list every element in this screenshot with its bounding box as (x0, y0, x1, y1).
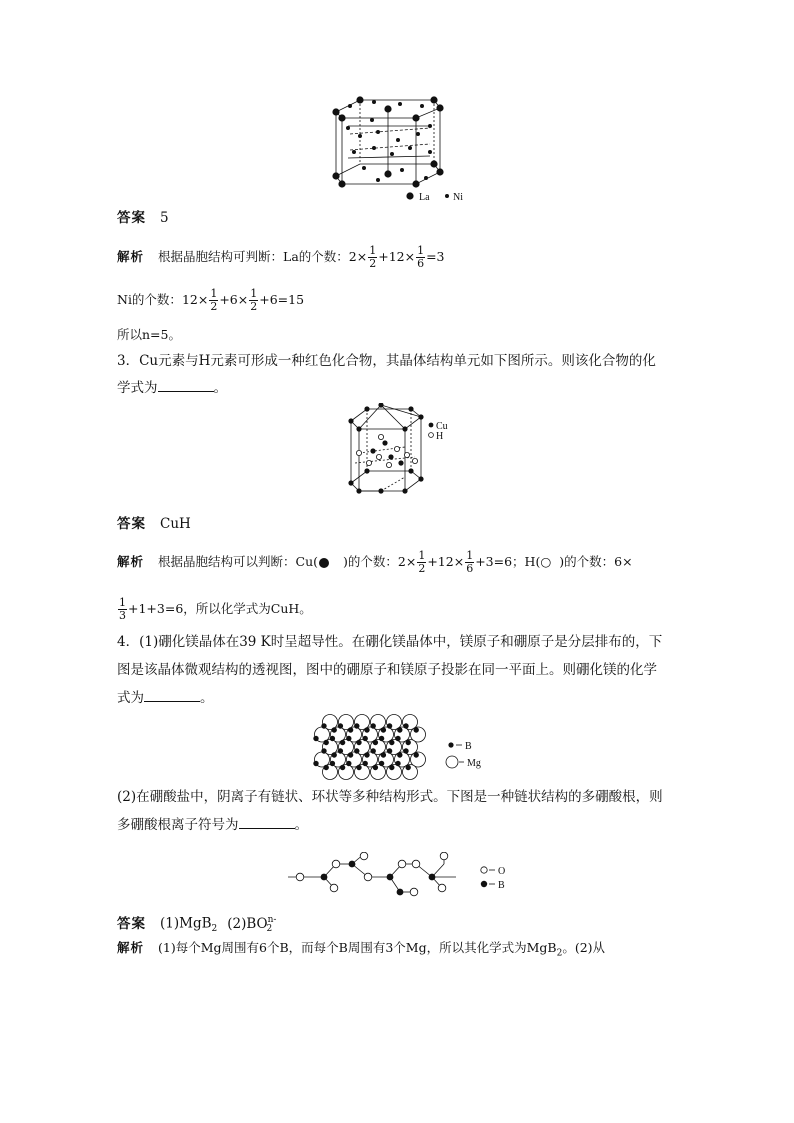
b-atom (379, 761, 384, 766)
la-ni-crystal-figure (330, 96, 490, 201)
b-atom (363, 736, 368, 741)
q3-analysis-line2: $\frac{1}{3}$ +1+3=6，所以化学式为CuH。 (119, 596, 312, 622)
legend-ni: Ni (453, 192, 463, 201)
legend-o: O (498, 866, 506, 877)
answer-label: 答案 (117, 516, 146, 532)
b-atom (373, 740, 378, 745)
b-atom (389, 765, 394, 770)
b-atom (340, 740, 345, 745)
b-atom (338, 723, 343, 728)
b-atom (330, 736, 335, 741)
fraction: $\frac{1}{2}$ (418, 549, 426, 575)
b-atom (406, 740, 411, 745)
q3-analysis-line1: 解析 根据晶胞结构可以判断：Cu( )的个数：2× $\frac{1}{2}$ +12× $\frac{1}{6}$ +3=6；H(○ )的个数：6× (117, 549, 633, 575)
analysis-label: 解析 (117, 554, 145, 569)
b-atom (371, 723, 376, 728)
b-atom (414, 752, 419, 757)
b-atom (363, 761, 368, 766)
q4-stem-line1: 4．(1)硼化镁晶体在39 K时呈超导性。在硼化镁晶体中，镁原子和硼原子是分层排布的，下 (117, 634, 663, 650)
b-atom (348, 752, 353, 757)
fraction: $\frac{1}{6}$ (417, 244, 425, 270)
answer-value: 5 (160, 210, 169, 226)
fraction: $\frac{1}{3}$ (119, 596, 126, 622)
b-atom (395, 736, 400, 741)
b-atom (406, 765, 411, 770)
answer-label: 答案 (117, 915, 146, 932)
q4-stem-line3: 式为 。 (117, 690, 214, 706)
b-atom (354, 723, 359, 728)
b-atom (397, 752, 402, 757)
q4-part2-line1: (2)在硼酸盐中，阴离子有链状、环状等多种结构形式。下图是一种链状结构的多硼酸根，则 (117, 789, 663, 805)
fraction: $\frac{1}{2}$ (250, 287, 258, 313)
q4-stem-line2: 图是该晶体微观结构的透视图，图中的硼原子和镁原子投影在同一平面上。则硼化镁的化学 (117, 662, 657, 678)
b-atom (389, 740, 394, 745)
fraction: $\frac{1}{6}$ (466, 549, 474, 575)
b-atom (332, 727, 337, 732)
q2-conclusion: 所以n=5。 (117, 327, 181, 342)
b-atom (348, 727, 353, 732)
answer-label: 答案 (117, 210, 146, 226)
b-atom (313, 761, 318, 766)
cuh-crystal-figure (345, 403, 455, 508)
b-atom (379, 736, 384, 741)
b-atom (371, 748, 376, 753)
q2-analysis-line: 解析 根据晶胞结构可判断：La的个数：2× $\frac{1}{2}$ +12× $\frac{1}{6}$ =3 (117, 244, 445, 270)
b-atom (324, 740, 329, 745)
b-atom (364, 752, 369, 757)
b-atom (321, 723, 326, 728)
b-atom (373, 765, 378, 770)
b-atom (330, 761, 335, 766)
q2-ni-count-line: Ni的个数：12× $\frac{1}{2}$ +6× $\frac{1}{2}$ +6=15 (117, 287, 305, 313)
b-atom (324, 765, 329, 770)
b-atom (321, 748, 326, 753)
b-atom (340, 765, 345, 770)
b-atom (332, 752, 337, 757)
h-glyph-icon: ○ (540, 554, 552, 569)
answer-blank (158, 379, 214, 392)
b-atom (354, 748, 359, 753)
answer-blank (239, 816, 295, 829)
fraction: $\frac{1}{2}$ (369, 244, 377, 270)
q4-answer-line: 答案 (1)MgB$_2$ $(2)BO^{n-}_2$ (117, 915, 277, 935)
h-atoms (356, 434, 417, 467)
q3-answer-line (117, 514, 191, 534)
b-atom (346, 736, 351, 741)
b-atom (313, 736, 318, 741)
q4-part2-line2: 多硼酸根离子符号为 。 (117, 817, 308, 833)
cu-glyph-icon (319, 558, 329, 568)
q3-stem-line1: 3．Cu元素与H元素可形成一种红色化合物，其晶体结构单元如下图所示。则该化合物的化 (117, 353, 656, 369)
b-atom (338, 748, 343, 753)
legend-la: La (419, 192, 430, 201)
b-atom (403, 748, 408, 753)
b-atom (403, 723, 408, 728)
answer-blank (144, 689, 200, 702)
analysis-label: 解析 (117, 940, 145, 955)
q4-analysis-line: 解析 (1)每个Mg周围有6个B，而每个B周围有3个Mg，所以其化学式为MgB$_2$。(2)从 (117, 940, 606, 959)
b-atom (356, 765, 361, 770)
b-atom (381, 727, 386, 732)
polyborate-chain-figure (284, 852, 524, 902)
q2-answer-line (117, 208, 169, 228)
b-atom (414, 727, 419, 732)
legend-cu: Cu (436, 421, 448, 432)
b-atom (356, 740, 361, 745)
b-atom (381, 752, 386, 757)
cu-atoms (348, 403, 423, 494)
mgb2-structure-figure (312, 714, 502, 780)
b-atom (397, 727, 402, 732)
b-atom (364, 727, 369, 732)
legend-mg: Mg (467, 758, 481, 769)
legend-b: B (465, 741, 472, 752)
legend-h: H (436, 431, 444, 442)
b-atom (395, 761, 400, 766)
mg-atom (371, 765, 386, 780)
b-atom (346, 761, 351, 766)
b-atom (387, 748, 392, 753)
fraction: $\frac{1}{2}$ (210, 287, 218, 313)
q3-stem-line2: 学式为 。 (117, 380, 227, 396)
b-atom (387, 723, 392, 728)
legend-b2: B (498, 880, 505, 891)
analysis-label: 解析 (117, 249, 145, 264)
answer-value: CuH (160, 516, 191, 532)
